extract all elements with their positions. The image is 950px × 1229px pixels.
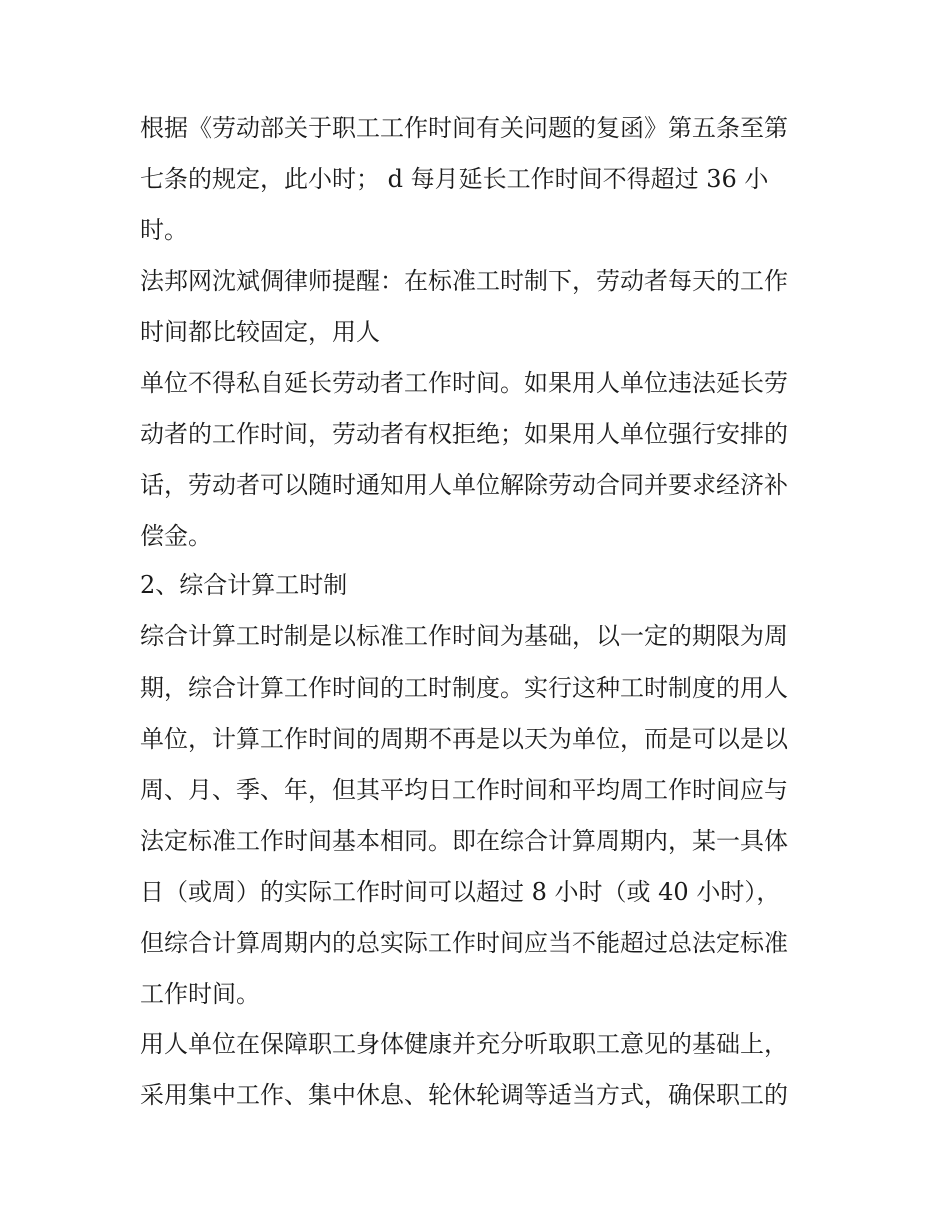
text-line: 但综合计算周期内的总实际工作时间应当不能超过总法定标准 xyxy=(140,929,788,957)
text-line: 七条的规定，此小时； d 每月延长工作时间不得超过 36 小 xyxy=(140,165,769,193)
text-line: 用人单位在保障职工身体健康并充分听取职工意见的基础上， xyxy=(140,1030,788,1058)
text-line: 话，劳动者可以随时通知用人单位解除劳动合同并要求经济补 xyxy=(140,471,788,499)
section-heading: 2、综合计算工时制 xyxy=(140,571,348,599)
text-line: 期，综合计算工作时间的工时制度。实行这种工时制度的用人 xyxy=(140,674,788,702)
text-line: 综合计算工时制是以标准工作时间为基础，以一定的期限为周 xyxy=(140,622,788,650)
text-line: 单位不得私自延长劳动者工作时间。如果用人单位违法延长劳 xyxy=(140,369,788,397)
text-line: 采用集中工作、集中休息、轮休轮调等适当方式，确保职工的 xyxy=(140,1081,788,1109)
text-line: 根据《劳动部关于职工工作时间有关问题的复函》第五条至第 xyxy=(140,114,788,142)
text-line: 法定标准工作时间基本相同。即在综合计算周期内，某一具体 xyxy=(140,827,788,855)
text-line: 时。 xyxy=(140,216,188,244)
text-line: 周、月、季、年，但其平均日工作时间和平均周工作时间应与 xyxy=(140,776,788,804)
text-line: 工作时间。 xyxy=(140,980,260,1008)
text-line: 日（或周）的实际工作时间可以超过 8 小时（或 40 小时）， xyxy=(140,878,781,906)
text-line: 偿金。 xyxy=(140,522,212,550)
text-line: 法邦网沈斌倜律师提醒：在标准工时制下，劳动者每天的工作 xyxy=(140,267,788,295)
text-line: 动者的工作时间，劳动者有权拒绝；如果用人单位强行安排的 xyxy=(140,420,788,448)
text-line: 单位，计算工作时间的周期不再是以天为单位，而是可以是以 xyxy=(140,725,788,753)
text-line: 时间都比较固定，用人 xyxy=(140,318,380,346)
